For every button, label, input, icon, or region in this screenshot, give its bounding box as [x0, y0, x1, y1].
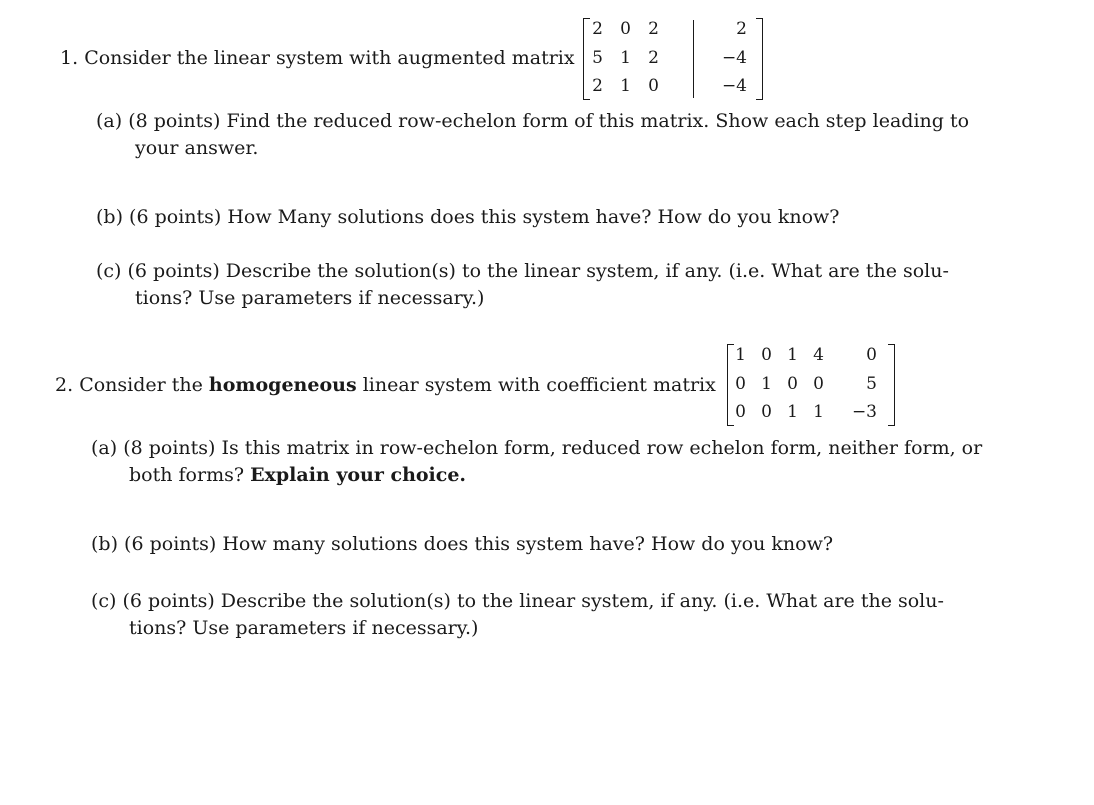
q2a-line2 — [129, 464, 466, 486]
q2-matrix-right-bracket — [888, 344, 895, 426]
q2-text-bold: homogeneous — [208, 374, 357, 396]
matrix-cell: −3 — [851, 402, 877, 422]
q1-matrix-right-bracket — [756, 18, 763, 100]
q2c-text: (6 points) Describe the solution(s) to the linear system, if any. (i.e. What are the solu- — [122, 590, 944, 612]
q1-number: 1. — [60, 47, 79, 69]
matrix-cell: 2 — [648, 19, 659, 39]
matrix-cell: 2 — [736, 19, 747, 39]
q2c-label: (c) — [91, 590, 117, 612]
matrix-cell: 0 — [761, 402, 772, 422]
q1b-text: (6 points) How Many solutions does this system have? How do you know? — [129, 206, 840, 228]
q2-prompt — [55, 374, 716, 396]
q1a-text: (8 points) Find the reduced row-echelon form of this matrix. Show each step leading to — [128, 110, 970, 132]
q2-number: 2. — [55, 374, 74, 396]
matrix-cell: 1 — [620, 76, 631, 96]
matrix-cell: −4 — [721, 76, 747, 96]
q2-text-post: linear system with coefficient matrix — [362, 374, 716, 396]
q2c-line1 — [91, 590, 944, 612]
matrix-cell: 0 — [620, 19, 631, 39]
matrix-cell: 0 — [866, 345, 877, 365]
q2b-label: (b) — [91, 533, 118, 555]
q2a-text: (8 points) Is this matrix in row-echelon form, reduced row echelon form, neither form, or — [123, 437, 983, 459]
q1b — [96, 206, 839, 228]
q1c-line2: tions? Use parameters if necessary.) — [135, 287, 485, 309]
q1-augmented-matrix — [583, 18, 763, 100]
matrix-cell: 2 — [592, 76, 603, 96]
matrix-cell: 2 — [648, 48, 659, 68]
q1-matrix-augment-bar — [693, 20, 694, 98]
q2a-label: (a) — [91, 437, 118, 459]
q1a-label: (a) — [96, 110, 123, 132]
q1-text: Consider the linear system with augmented matrix — [84, 47, 575, 69]
q1a-line1 — [96, 110, 969, 132]
q2a-line1 — [91, 437, 982, 459]
q2b-text: (6 points) How many solutions does this system have? How do you know? — [124, 533, 834, 555]
q2c-line2: tions? Use parameters if necessary.) — [129, 617, 479, 639]
q1c-label: (c) — [96, 260, 122, 282]
q2a-line2-bold: Explain your choice. — [250, 464, 467, 486]
matrix-cell: 0 — [787, 374, 798, 394]
matrix-cell: 1 — [787, 402, 798, 422]
matrix-cell: 4 — [813, 345, 824, 365]
matrix-cell: 5 — [592, 48, 603, 68]
matrix-cell: 1 — [787, 345, 798, 365]
matrix-cell: 1 — [761, 374, 772, 394]
q2-coefficient-matrix — [727, 344, 895, 426]
matrix-cell: 0 — [813, 374, 824, 394]
matrix-cell: 0 — [735, 374, 746, 394]
q2b — [91, 533, 833, 555]
matrix-cell: 0 — [648, 76, 659, 96]
q2a-line2-pre: both forms? — [129, 464, 245, 486]
matrix-cell: 1 — [620, 48, 631, 68]
q2-text-pre: Consider the — [79, 374, 203, 396]
matrix-cell: −4 — [721, 48, 747, 68]
q1c-text: (6 points) Describe the solution(s) to the linear system, if any. (i.e. What are the solu- — [127, 260, 949, 282]
q1-prompt — [60, 47, 575, 69]
matrix-cell: 2 — [592, 19, 603, 39]
matrix-cell: 5 — [866, 374, 877, 394]
q1b-label: (b) — [96, 206, 123, 228]
matrix-cell: 0 — [761, 345, 772, 365]
q1c-line1 — [96, 260, 949, 282]
matrix-cell: 1 — [813, 402, 824, 422]
matrix-cell: 0 — [735, 402, 746, 422]
matrix-cell: 1 — [735, 345, 746, 365]
q1a-line2: your answer. — [135, 137, 259, 159]
